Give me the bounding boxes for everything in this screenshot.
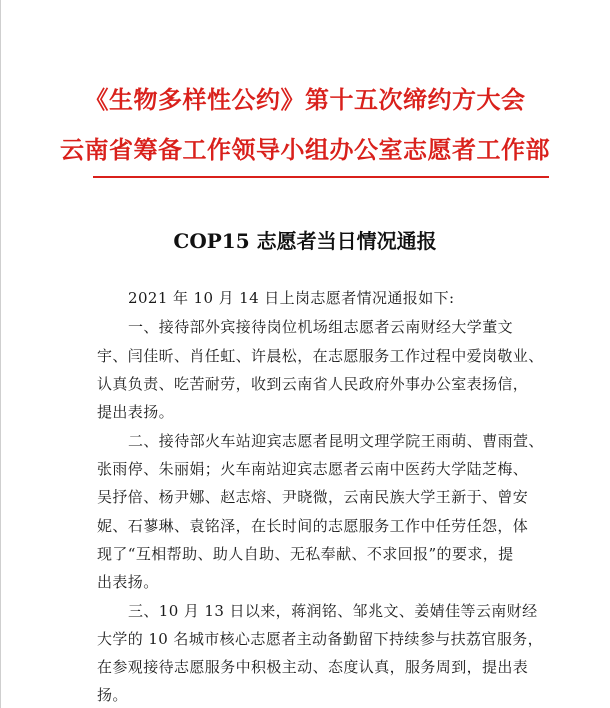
para3-line: 在参观接待志愿服务中积极主动、态度认真，服务周到，提出表 — [97, 658, 529, 676]
para2-line: 二、接待部火车站迎宾志愿者昆明文理学院王雨萌、曹雨萱、 — [128, 432, 544, 450]
para1-line: 提出表扬。 — [97, 403, 175, 421]
para2-line: 吴抒倍、杨尹娜、赵志熔、尹晓微，云南民族大学王新于、曾安 — [97, 488, 529, 506]
para1-line: 一、接待部外宾接待岗位机场组志愿者云南财经大学董文 — [128, 318, 514, 336]
para1-line: 认真负责、吃苦耐劳，收到云南省人民政府外事办公室表扬信， — [97, 375, 529, 393]
para2-line: 现了“互相帮助、助人自助、无私奉献、不求回报”的要求，提 — [97, 545, 514, 563]
red-divider — [93, 176, 549, 178]
para1-line: 宇、闫佳昕、肖任虹、许晨松，在志愿服务工作过程中爱岗敬业、 — [97, 347, 544, 365]
para2-line: 出表扬。 — [97, 573, 159, 591]
para3-line: 扬。 — [97, 686, 128, 704]
header-title-line2: 云南省筹备工作领导小组办公室志愿者工作部 — [60, 135, 550, 164]
intro-line: 2021 年 10 月 14 日上岗志愿者情况通报如下: — [128, 289, 455, 307]
para2-line: 妮、石蓼琳、袁铭泽，在长时间的志愿服务工作中任劳任怨，体 — [97, 517, 529, 535]
para3-line: 大学的 10 名城市核心志愿者主动备勤留下持续参与扶荔官服务， — [97, 630, 544, 648]
para2-line: 张雨停、朱丽娟；火车南站迎宾志愿者云南中医药大学陆芝梅、 — [97, 460, 529, 478]
document-title: COP15 志愿者当日情况通报 — [173, 229, 437, 253]
para3-line: 三、10 月 13 日以来，蒋润铭、邹兆文、姜婧佳等云南财经 — [128, 602, 538, 620]
header-title-line1: 《生物多样性公约》第十五次缔约方大会 — [84, 85, 526, 114]
